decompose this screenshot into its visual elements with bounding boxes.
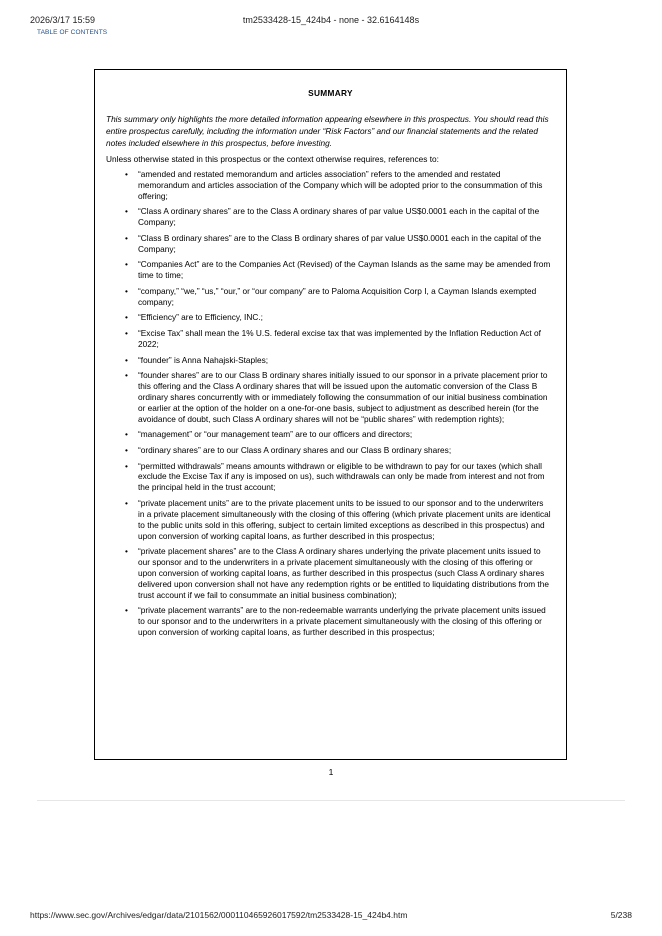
definition-text: “founder” is Anna Nahajski-Staples; bbox=[138, 354, 269, 365]
definition-text: “private placement warrants” are to the non-redeemable warrants underlying the private placement units issued to our sponsor and to the underwriters in a private placement simultaneously with the closing of this offering or upon conversion of working capital loans, as further described in this prospectus; bbox=[138, 605, 546, 638]
definition-item bbox=[106, 370, 555, 425]
bullet-icon: • bbox=[125, 312, 128, 323]
definitions-lead: Unless otherwise stated in this prospectus or the context otherwise requires, references to: bbox=[106, 154, 439, 164]
bullet-icon: • bbox=[125, 460, 128, 471]
definition-item bbox=[106, 233, 555, 255]
bullet-icon: • bbox=[125, 206, 128, 217]
summary-box bbox=[94, 69, 567, 760]
bullet-icon: • bbox=[125, 370, 128, 381]
definition-text: “permitted withdrawals” means amounts withdrawn or eligible to be withdrawn to pay for our taxes (which shall exclude the Excise Tax if any is imposed on us), such withdrawals can only be made from interest and not from the principal held in the trust account; bbox=[138, 460, 545, 493]
definition-text: “founder shares” are to our Class B ordinary shares initially issued to our sponsor in a private placement prior to this offering and the Class A ordinary shares that will be issued upon the automatic conversion of the Class B ordinary shares concurrently with or immediately following the consummation of our initial business combination or earlier at the option of the holder on a one-for-one basis, subject to adjustment as described herein (for the avoidance of doubt, such Class A ordinary shares will not be “public shares” with redemption rights); bbox=[138, 370, 548, 424]
definition-text: “ordinary shares” are to our Class A ordinary shares and our Class B ordinary shares; bbox=[138, 444, 452, 455]
definition-item bbox=[106, 206, 555, 228]
definition-text: “Efficiency” are to Efficiency, INC.; bbox=[138, 312, 263, 323]
definition-text: “private placement units” are to the private placement units to be issued to our sponsor and to the underwriters in a private placement simultaneously with the closing of this offering (which private placement units are identical to the public units sold in this offering, subject to certain limited exceptions as described in this prospectus) and upon conversion of working capital loans, as further described in this prospectus; bbox=[138, 497, 551, 541]
bullet-icon: • bbox=[125, 328, 128, 338]
definition-text: “Excise Tax” shall mean the 1% U.S. federal excise tax that was implemented by the Inflation Reduction Act of 2022; bbox=[138, 328, 541, 349]
bullet-icon: • bbox=[125, 444, 128, 455]
definition-item bbox=[106, 445, 555, 456]
summary-intro: This summary only highlights the more detailed information appearing elsewhere in this prospectus. You should read this entire prospectus carefully, including the information under “Risk Factors” and our financial statements and the related notes included elsewhere in this prospectus, before investing. bbox=[106, 114, 549, 148]
definition-text: “Class A ordinary shares” are to the Class A ordinary shares of par value US$0.0001 each in the capital of the Company; bbox=[138, 206, 540, 228]
table-of-contents-link[interactable]: TABLE OF CONTENTS bbox=[37, 29, 108, 36]
definition-item bbox=[106, 355, 555, 366]
definition-item bbox=[106, 605, 555, 638]
bullet-icon: • bbox=[125, 497, 128, 508]
definition-item bbox=[106, 286, 555, 308]
definition-text: “management” or “our management team” are to our officers and directors; bbox=[138, 429, 413, 440]
bullet-icon: • bbox=[125, 546, 128, 557]
bullet-icon: • bbox=[125, 605, 128, 616]
page-divider bbox=[37, 800, 625, 801]
page-number: 1 bbox=[328, 767, 334, 777]
definition-item bbox=[106, 259, 555, 281]
definition-item bbox=[106, 312, 555, 323]
definition-item bbox=[106, 546, 555, 601]
definition-item bbox=[106, 461, 555, 494]
print-url: https://www.sec.gov/Archives/edgar/data/2101562/000110465926017592/tm2533428-15_424b4.htm bbox=[30, 910, 408, 920]
definition-item bbox=[106, 498, 555, 542]
bullet-icon: • bbox=[125, 285, 128, 296]
print-datetime: 2026/3/17 15:59 bbox=[30, 15, 96, 25]
print-footer bbox=[30, 910, 632, 924]
summary-heading: SUMMARY bbox=[308, 88, 353, 98]
bullet-icon: • bbox=[125, 169, 128, 179]
definition-text: “amended and restated memorandum and articles association” refers to the amended and restated memorandum and articles association of the Company which will be adopted prior to the consummation of this offering; bbox=[138, 169, 543, 201]
definition-text: “company,” “we,” “us,” “our,” or “our company” are to Paloma Acquisition Corp I, a Cayman Islands exempted company; bbox=[138, 285, 537, 307]
bullet-icon: • bbox=[125, 232, 128, 243]
definition-text: “Companies Act” are to the Companies Act (Revised) of the Cayman Islands as the same may be amended from time to time; bbox=[138, 259, 551, 281]
bullet-icon: • bbox=[125, 354, 128, 365]
definition-text: “Class B ordinary shares” are to the Class B ordinary shares of par value US$0.0001 each in the capital of the Company; bbox=[138, 232, 542, 254]
bullet-icon: • bbox=[125, 259, 128, 270]
bullet-icon: • bbox=[125, 429, 128, 440]
definition-text: “private placement shares” are to the Class A ordinary shares underlying the private placement units issued to our sponsor and to the underwriters in a private placement simultaneously with the closing of this offering or upon conversion of working capital loans, as further described in this prospectus (such Class A ordinary shares delivered upon conversion shall not have any redemption rights or be entitled to liquidating distributions from the trust account if we fail to consummate an initial business combination); bbox=[138, 546, 549, 600]
definition-item bbox=[106, 328, 555, 350]
print-header bbox=[30, 15, 632, 29]
print-doc-title: tm2533428-15_424b4 - none - 32.6164148s bbox=[242, 15, 420, 25]
definition-item bbox=[106, 169, 555, 202]
definitions-list bbox=[106, 169, 555, 638]
print-page-count: 5/238 bbox=[610, 910, 632, 920]
definition-item bbox=[106, 429, 555, 440]
